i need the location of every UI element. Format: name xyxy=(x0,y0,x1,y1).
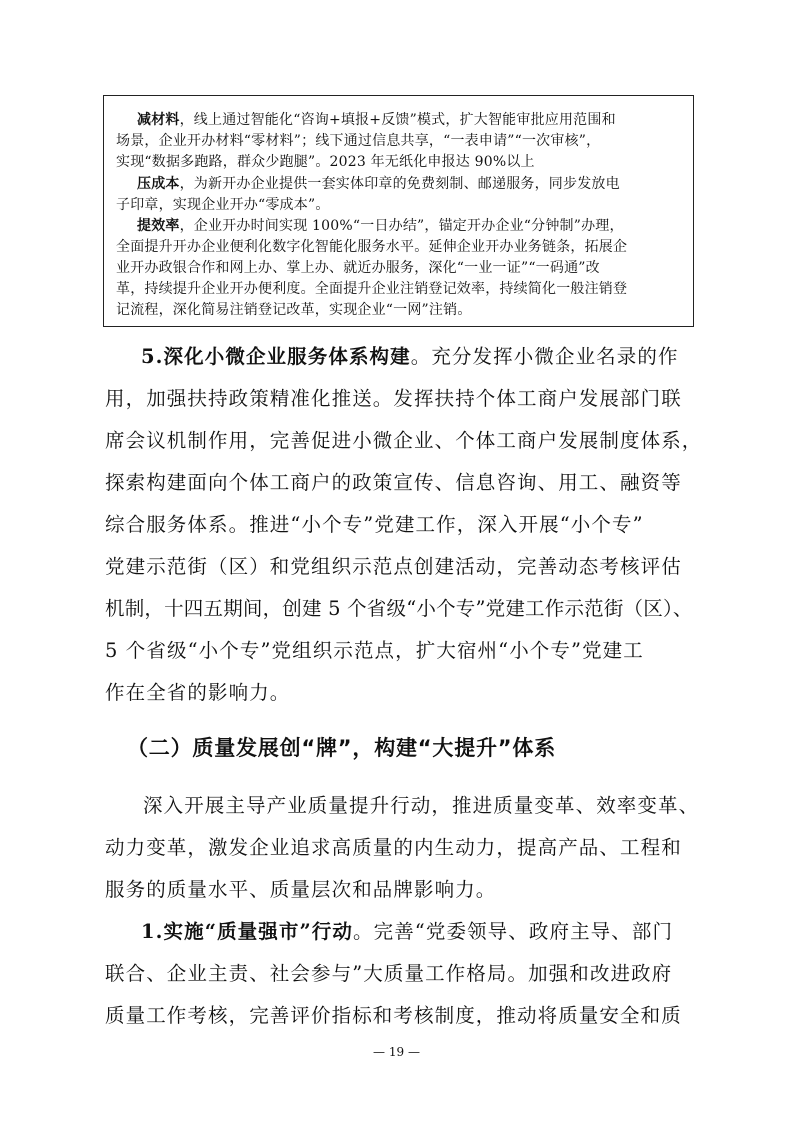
section5-text: 党建示范街（区）和党组织示范点创建活动，完善动态考核评估 xyxy=(105,555,682,578)
section5-line xyxy=(105,594,693,624)
section5-line xyxy=(105,510,644,540)
intro-line xyxy=(143,791,699,821)
box-lead-reduce-materials: 减材料 xyxy=(137,112,180,128)
section5-line xyxy=(105,468,682,498)
section5-text: 综合服务体系。推进“小个专”党建工作，深入开展“小个专” xyxy=(105,513,644,536)
section5-title: 5.深化小微企业服务体系构建 xyxy=(141,345,411,368)
section5-line xyxy=(105,384,682,414)
intro-line xyxy=(105,833,682,863)
section1-text: 。完善“党委领导、政府主导、部门 xyxy=(353,920,674,943)
section-heading: （二）质量发展创“牌”，构建“大提升”体系 xyxy=(127,736,557,760)
section5-text: 。充分发挥小微企业名录的作 xyxy=(410,345,679,368)
intro-text: 动力变革，激发企业追求高质量的内生动力，提高产品、工程和 xyxy=(105,836,682,859)
box-lead-improve-efficiency: 提效率 xyxy=(137,218,180,234)
box-line xyxy=(116,195,330,215)
box-text: 全面提升开办企业便利化数字化智能化服务水平。延伸企业开办业务链条，拓展企 xyxy=(116,239,628,255)
section5-text: 作在全省的影响力。 xyxy=(105,681,291,704)
box-text: 业开办政银合作和网上办、掌上办、就近办服务，深化“一业一证”“一码通”改 xyxy=(116,260,600,276)
section5-line xyxy=(105,636,644,666)
section5-line xyxy=(105,678,290,708)
box-text: 记流程，深化简易注销登记改革，实现企业“一网”注销。 xyxy=(116,302,472,318)
box-line xyxy=(116,131,600,151)
box-text: ，企业开办时间实现 100%“一日办结”，锚定开办企业“分钟制”办理， xyxy=(179,218,624,234)
section5-text: 5 个省级“小个专”党组织示范点，扩大宿州“小个专”党建工 xyxy=(105,639,644,662)
box-line xyxy=(137,110,616,130)
box-line xyxy=(116,300,472,320)
section5-line xyxy=(141,342,679,372)
box-lead-reduce-cost: 压成本 xyxy=(137,176,180,192)
intro-text: 深入开展主导产业质量提升行动，推进质量变革、效率变革、 xyxy=(143,794,700,817)
box-text: ，为新开办企业提供一套实体印章的免费刻制、邮递服务，同步发放电 xyxy=(179,176,620,192)
box-line xyxy=(116,152,535,172)
section1-line xyxy=(105,1001,682,1031)
box-text: 革，持续提升企业开办便利度。全面提升企业注销登记效率，持续简化一般注销登 xyxy=(116,281,628,297)
section1-line xyxy=(141,917,673,947)
box-text: 子印章，实现企业开办“零成本”。 xyxy=(116,197,330,213)
section5-text: 机制，十四五期间，创建 5 个省级“小个专”党建工作示范街（区）、 xyxy=(105,597,693,620)
intro-text: 服务的质量水平、质量层次和品牌影响力。 xyxy=(105,878,497,901)
section5-text: 探索构建面向个体工商户的政策宣传、信息咨询、用工、融资等 xyxy=(105,471,682,494)
page-number: — 19 — xyxy=(373,1045,420,1059)
box-text: ，线上通过智能化“咨询+填报+反馈”模式，扩大智能审批应用范围和 xyxy=(179,112,616,128)
section1-line xyxy=(105,959,672,989)
section5-line xyxy=(105,552,682,582)
section5-text: 用，加强扶持政策精准化推送。发挥扶持个体工商户发展部门联 xyxy=(105,387,682,410)
box-line xyxy=(116,237,627,257)
box-line xyxy=(137,216,624,236)
box-line xyxy=(116,279,627,299)
box-text: 场景，企业开办材料“零材料”；线下通过信息共享，“一表申请”“一次审核”， xyxy=(116,133,601,149)
intro-line xyxy=(105,875,496,905)
section1-text: 质量工作考核，完善评价指标和考核制度，推动将质量安全和质 xyxy=(105,1004,682,1027)
box-line xyxy=(116,258,600,278)
box-text: 实现“数据多跑路，群众少跑腿”。2023 年无纸化申报达 90%以上 xyxy=(116,154,535,170)
section5-line xyxy=(105,426,702,456)
box-line xyxy=(137,174,620,194)
section1-text: 联合、企业主责、社会参与”大质量工作格局。加强和改进政府 xyxy=(105,962,673,985)
section5-text: 席会议机制作用，完善促进小微企业、个体工商户发展制度体系， xyxy=(105,429,703,452)
section1-title: 1.实施“质量强市”行动 xyxy=(141,920,353,943)
